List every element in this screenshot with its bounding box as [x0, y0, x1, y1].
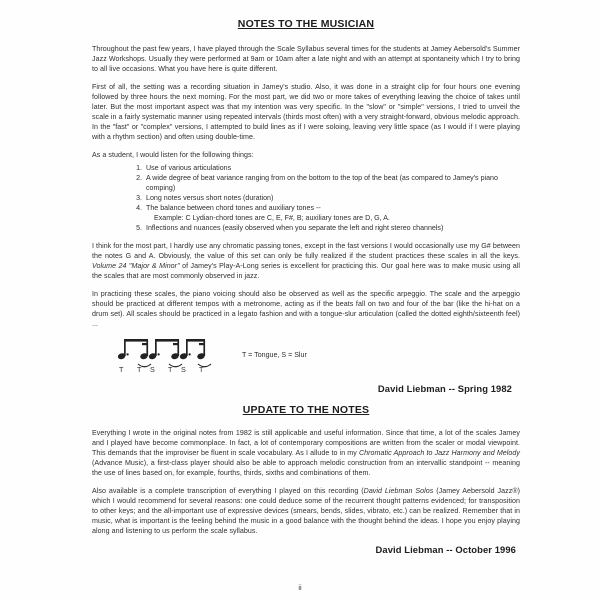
list-item: 5. Inflections and nuances (easily observed when you separate the left and right stereo channels)	[144, 223, 520, 233]
notes-paragraph-3-part-1: I think for the most part, I hardly use any chromatic passing tones, except in the fast versions I would occasionally use my G# between the notes G and A. Obviously, the value of this set can only be fully realized if the student practices these scales in all the keys.	[92, 242, 520, 260]
update-paragraph-2-part-3: ) which I would recommend for several reasons: one could deduce some of the recurrent thought patterns evidenced; for transposition to other keys; and the all-important use of expressive devices (smears, bends, slides, vibrato, etc.) can be realized. Remember that in music, what is important is the feeling behind the music in a good balance with the thought behind the ideas. I hope you enjoy playing along and listening to us perform the scale syllabus.	[92, 487, 521, 535]
list-item-label: The balance between chord tones and auxiliary tones --	[146, 204, 321, 212]
list-item-example: Example: C Lydian-chord tones are C, E, F#, B; auxiliary tones are D, G, A.	[154, 214, 390, 222]
articulation-letter: T	[168, 365, 173, 374]
notes-paragraph-3-title: Volume 24 "Major & Minor"	[92, 262, 180, 270]
update-paragraph-1-title: Chromatic Approach to Jazz Harmony and Melody	[358, 449, 520, 457]
music-notation-block	[92, 337, 520, 379]
notation-legend: T = Tongue, S = Slur	[242, 351, 307, 359]
notes-paragraph-1: Throughout the past few years, I have played through the Scale Syllabus several times for the students at Jamey Aebersold's Summer Jazz Workshops. Usually they were performed at 9am or 10am after a late night and with an attempt at spontaneity which I try to bring to all live occasions. What you have here is quite different.	[92, 45, 520, 73]
articulation-letter: T	[137, 365, 142, 374]
update-paragraph-2-part-1: Also available is a complete transcription of everything I played on this recording (	[92, 487, 364, 495]
signature-1996: David Liebman -- October 1996	[375, 544, 516, 555]
articulation-letter: T	[199, 365, 204, 374]
update-paragraph-2-title: David Liebman Solos	[363, 487, 434, 495]
registered-mark: ®	[512, 487, 518, 495]
page-number: ii	[298, 583, 302, 592]
update-paragraph-1	[92, 428, 520, 478]
notes-paragraph-3-part-2: of Jamey's Play-A-Long series is excellent for practicing this. Our goal here was to make music using all the scales that are most commonly observed in jazz.	[92, 262, 520, 280]
articulation-letter: T	[119, 365, 124, 374]
rhythm-notation	[118, 337, 222, 379]
articulation-letter: S	[150, 365, 155, 374]
page-title: NOTES TO THE MUSICIAN	[237, 18, 375, 30]
list-item: 3. Long notes versus short notes (duration)	[144, 193, 520, 203]
update-paragraph-2-part-2: (Jamey Aebersold Jazz	[433, 487, 513, 495]
notes-paragraph-3	[92, 241, 520, 281]
update-paragraph-2	[92, 486, 520, 536]
update-paragraph-1-part-2: (Advance Music), a first-class player should also be able to approach melodic construction from an intervallic standpoint -- meaning the use of lines based on, for example, fourths, thirds, sixths and combinations of them.	[92, 459, 520, 477]
notes-paragraph-4: In practicing these scales, the piano voicing should also be observed as well as the specific arpeggio. The scale and the arpeggio should be practiced at different tempos with a metronome, acting as if the beats fall on two and four of the bar (like the hi-hat on a drum set). All scales should be practiced in a legato fashion and with a tongue-slur articulation (called the dotted eighth/sixteenth feel) ...	[92, 290, 520, 328]
list-item: 1. Use of various articulations	[144, 163, 520, 173]
listening-list-intro: As a student, I would listen for the following things:	[92, 151, 254, 159]
notes-paragraph-2: First of all, the setting was a recording situation in Jamey's studio. Also, it was done in a straight clip for four hours one evening followed by three hours the next morning. For the most part, we did two or more takes of everything leaving the choice of takes until later. But the most important aspect was that my intention was very specific. In the "slow" or "simple" versions, I tried to unveil the scale in a fairly systematic manner using repeated intervals (thirds most often) with a very straight-forward, obvious melodic approach. In the "fast" or "complex" versions, I attempted to build lines as if I were soloing, leaving very little space (as I would if I were playing with a rhythm section) and often using double-time.	[92, 83, 520, 141]
articulation-letter: S	[181, 365, 186, 374]
update-paragraph-1-part-1: Everything I wrote in the original notes from 1982 is still applicable and useful information. Since that time, a lot of the scales Jamey and I played have become commonplace. In fact, a lot of contemporary compositions are written from the scaler or modal viewpoint. This demands that the improviser be fluent in scale vocabulary. As I allude to in my	[92, 429, 520, 457]
articulation-letters	[118, 365, 222, 377]
signature-1982: David Liebman -- Spring 1982	[377, 383, 512, 394]
update-section-title: UPDATE TO THE NOTES	[242, 404, 370, 416]
list-item	[144, 203, 520, 223]
listening-list	[92, 163, 520, 233]
list-item: 2. A wide degree of beat variance ranging from on the bottom to the top of the beat (as compared to Jamey's piano comping)	[144, 173, 520, 193]
